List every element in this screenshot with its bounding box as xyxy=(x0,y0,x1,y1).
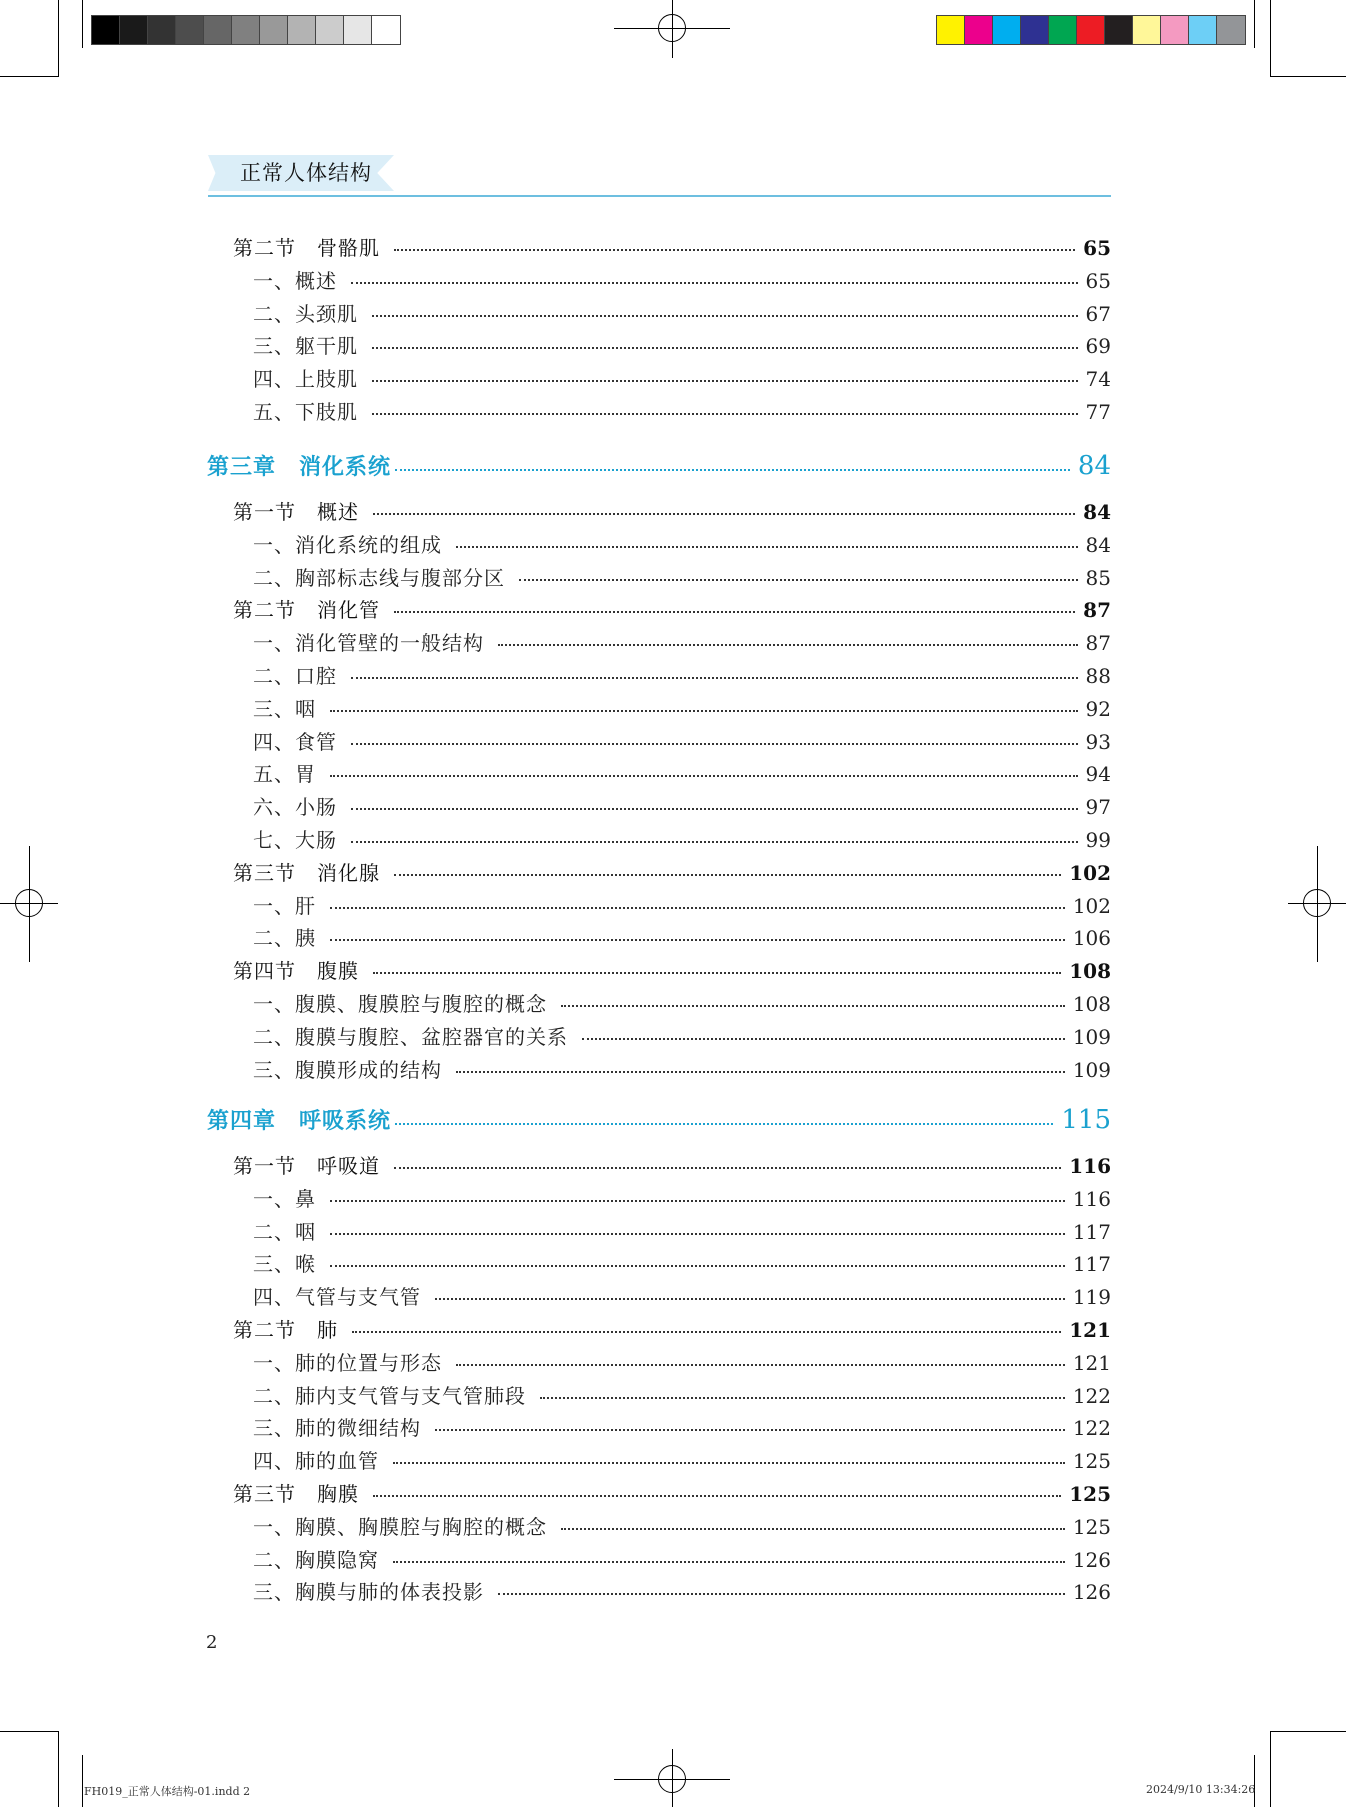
toc-leader-dots xyxy=(372,314,1078,317)
toc-label: 二、咽 xyxy=(253,1220,316,1244)
toc-label: 二、胸部标志线与腹部分区 xyxy=(253,566,505,590)
toc-section xyxy=(233,1314,1111,1343)
toc-leader-dots xyxy=(373,971,1061,974)
toc-label: 二、腹膜与腹腔、盆腔器官的关系 xyxy=(253,1025,568,1049)
toc-leader-dots xyxy=(351,807,1078,810)
toc-leader-dots xyxy=(435,1428,1065,1431)
toc-item xyxy=(253,1216,1111,1245)
calibration-swatch xyxy=(372,16,400,44)
toc-page-number: 121 xyxy=(1072,1351,1111,1375)
toc-label: 第二节 消化管 xyxy=(233,598,380,622)
toc-page-number: 116 xyxy=(1072,1187,1111,1211)
toc-label: 第三节 胸膜 xyxy=(233,1482,359,1506)
calibration-swatch xyxy=(288,16,316,44)
toc-page-number: 67 xyxy=(1085,302,1111,326)
calibration-swatch xyxy=(937,16,965,44)
toc-item xyxy=(253,1248,1111,1277)
toc-leader-dots xyxy=(330,709,1078,712)
grayscale-calibration-bar xyxy=(91,15,401,45)
toc-leader-dots xyxy=(373,512,1075,515)
toc-label: 五、胃 xyxy=(253,762,316,786)
book-title: 正常人体结构 xyxy=(240,161,372,185)
toc-page-number: 122 xyxy=(1072,1416,1111,1440)
toc-leader-dots xyxy=(372,379,1078,382)
toc-leader-dots xyxy=(498,643,1078,646)
toc-label: 一、概述 xyxy=(253,269,337,293)
toc-leader-dots xyxy=(456,1070,1065,1073)
toc-page-number: 109 xyxy=(1072,1058,1111,1082)
toc-section xyxy=(233,857,1111,886)
toc-item xyxy=(253,988,1111,1017)
toc-label: 四、食管 xyxy=(253,730,337,754)
toc-label: 一、肺的位置与形态 xyxy=(253,1351,442,1375)
page-number: 2 xyxy=(206,1632,218,1653)
print-slug-file: FH019_正常人体结构-01.indd 2 xyxy=(84,1785,251,1798)
toc-leader-dots xyxy=(395,1122,1053,1125)
toc-page-number: 84 xyxy=(1085,533,1111,557)
toc-label: 三、腹膜形成的结构 xyxy=(253,1058,442,1082)
toc-item xyxy=(253,529,1111,558)
toc-leader-dots xyxy=(351,742,1078,745)
toc-page-number: 93 xyxy=(1085,730,1111,754)
toc-label: 第四节 腹膜 xyxy=(233,959,359,983)
calibration-swatch xyxy=(1217,16,1245,44)
toc-section xyxy=(233,232,1111,261)
toc-page-number: 108 xyxy=(1072,992,1111,1016)
toc-leader-dots xyxy=(394,873,1061,876)
toc-label: 二、胰 xyxy=(253,926,316,950)
toc-item xyxy=(253,265,1111,294)
toc-label: 第三章 消化系统 xyxy=(207,454,392,480)
toc-leader-dots xyxy=(372,412,1078,415)
toc-page-number: 87 xyxy=(1083,598,1111,622)
toc-page-number: 84 xyxy=(1083,500,1111,524)
toc-label: 三、肺的微细结构 xyxy=(253,1416,421,1440)
toc-page-number: 87 xyxy=(1085,631,1111,655)
toc-leader-dots xyxy=(393,1560,1065,1563)
toc-page-number: 122 xyxy=(1072,1384,1111,1408)
toc-page-number: 126 xyxy=(1072,1548,1111,1572)
toc-item xyxy=(253,1347,1111,1376)
toc-section xyxy=(233,1478,1111,1507)
calibration-swatch xyxy=(92,16,120,44)
toc-page-number: 74 xyxy=(1085,367,1111,391)
header-rule xyxy=(208,195,1111,197)
toc-item xyxy=(253,1412,1111,1441)
toc-page-number: 121 xyxy=(1069,1318,1111,1342)
toc-leader-dots xyxy=(394,1166,1061,1169)
toc-page-number: 126 xyxy=(1072,1580,1111,1604)
calibration-swatch xyxy=(232,16,260,44)
toc-leader-dots xyxy=(330,1199,1065,1202)
registration-mark-right-icon xyxy=(1303,889,1331,917)
toc-leader-dots xyxy=(395,468,1070,471)
toc-leader-dots xyxy=(498,1592,1065,1595)
toc-leader-dots xyxy=(393,1461,1065,1464)
toc-label: 四、肺的血管 xyxy=(253,1449,379,1473)
toc-label: 六、小肠 xyxy=(253,795,337,819)
color-calibration-bar xyxy=(936,15,1246,45)
toc-label: 三、躯干肌 xyxy=(253,334,358,358)
toc-page-number: 102 xyxy=(1069,861,1111,885)
toc-leader-dots xyxy=(561,1527,1065,1530)
toc-item xyxy=(253,1183,1111,1212)
toc-label: 三、胸膜与肺的体表投影 xyxy=(253,1580,484,1604)
toc-page-number: 125 xyxy=(1069,1482,1111,1506)
toc-page-number: 102 xyxy=(1072,894,1111,918)
calibration-swatch xyxy=(993,16,1021,44)
toc-item xyxy=(253,1511,1111,1540)
toc-label: 一、消化管壁的一般结构 xyxy=(253,631,484,655)
toc-item xyxy=(253,1281,1111,1310)
toc-page-number: 116 xyxy=(1069,1154,1111,1178)
toc-page-number: 117 xyxy=(1072,1252,1111,1276)
toc-label: 四、气管与支气管 xyxy=(253,1285,421,1309)
toc-label: 第二节 肺 xyxy=(233,1318,338,1342)
calibration-swatch xyxy=(120,16,148,44)
toc-label: 七、大肠 xyxy=(253,828,337,852)
toc-label: 一、鼻 xyxy=(253,1187,316,1211)
toc-page-number: 97 xyxy=(1085,795,1111,819)
toc-page-number: 108 xyxy=(1069,959,1111,983)
print-slug-date: 2024/9/10 13:34:26 xyxy=(1146,1783,1256,1796)
toc-item xyxy=(253,1380,1111,1409)
toc-leader-dots xyxy=(373,1494,1061,1497)
registration-mark-bottom-icon xyxy=(658,1765,686,1793)
calibration-swatch xyxy=(1049,16,1077,44)
toc-item xyxy=(253,824,1111,853)
toc-label: 二、口腔 xyxy=(253,664,337,688)
toc-item xyxy=(253,726,1111,755)
toc-item xyxy=(253,890,1111,919)
toc-section xyxy=(233,1150,1111,1179)
toc-label: 一、肝 xyxy=(253,894,316,918)
toc-leader-dots xyxy=(456,545,1078,548)
toc-page-number: 69 xyxy=(1085,334,1111,358)
toc-page-number: 106 xyxy=(1072,926,1111,950)
toc-page-number: 125 xyxy=(1072,1515,1111,1539)
toc-section xyxy=(233,955,1111,984)
toc-item xyxy=(253,791,1111,820)
calibration-swatch xyxy=(965,16,993,44)
toc-item xyxy=(253,298,1111,327)
toc-leader-dots xyxy=(561,1004,1065,1007)
toc-item xyxy=(253,627,1111,656)
toc-label: 第四章 呼吸系统 xyxy=(207,1108,392,1134)
toc-page-number: 88 xyxy=(1085,664,1111,688)
toc-leader-dots xyxy=(372,346,1078,349)
calibration-swatch xyxy=(1105,16,1133,44)
toc-leader-dots xyxy=(330,1264,1065,1267)
toc-leader-dots xyxy=(330,906,1065,909)
toc-label: 二、胸膜隐窝 xyxy=(253,1548,379,1572)
toc-page-number: 109 xyxy=(1072,1025,1111,1049)
toc-label: 五、下肢肌 xyxy=(253,400,358,424)
toc-leader-dots xyxy=(352,1330,1061,1333)
toc-leader-dots xyxy=(540,1396,1065,1399)
toc-item xyxy=(253,758,1111,787)
toc-label: 第三节 消化腺 xyxy=(233,861,380,885)
calibration-swatch xyxy=(344,16,372,44)
toc-item xyxy=(253,1021,1111,1050)
toc-label: 一、腹膜、腹膜腔与腹腔的概念 xyxy=(253,992,547,1016)
toc-page-number: 85 xyxy=(1085,566,1111,590)
toc-leader-dots xyxy=(351,281,1078,284)
toc-label: 第一节 概述 xyxy=(233,500,359,524)
toc-leader-dots xyxy=(435,1297,1065,1300)
toc-item xyxy=(253,1054,1111,1083)
calibration-swatch xyxy=(1077,16,1105,44)
toc-page-number: 92 xyxy=(1085,697,1111,721)
toc-item xyxy=(253,922,1111,951)
toc-section xyxy=(233,594,1111,623)
toc-section xyxy=(233,496,1111,525)
toc-page-number: 65 xyxy=(1083,236,1111,260)
toc-page-number: 77 xyxy=(1085,400,1111,424)
toc-leader-dots xyxy=(351,840,1078,843)
toc-leader-dots xyxy=(330,774,1078,777)
toc-item xyxy=(253,363,1111,392)
toc-item xyxy=(253,693,1111,722)
calibration-swatch xyxy=(1133,16,1161,44)
toc-label: 第一节 呼吸道 xyxy=(233,1154,380,1178)
calibration-swatch xyxy=(1189,16,1217,44)
toc-item xyxy=(253,1445,1111,1474)
toc-label: 一、消化系统的组成 xyxy=(253,533,442,557)
toc-label: 三、喉 xyxy=(253,1252,316,1276)
calibration-swatch xyxy=(176,16,204,44)
toc-page-number: 99 xyxy=(1085,828,1111,852)
toc-page-number: 117 xyxy=(1072,1220,1111,1244)
toc-label: 二、肺内支气管与支气管肺段 xyxy=(253,1384,526,1408)
toc-leader-dots xyxy=(394,248,1075,251)
toc-page-number: 94 xyxy=(1085,762,1111,786)
toc-label: 一、胸膜、胸膜腔与胸腔的概念 xyxy=(253,1515,547,1539)
calibration-swatch xyxy=(1161,16,1189,44)
toc-label: 三、咽 xyxy=(253,697,316,721)
calibration-swatch xyxy=(148,16,176,44)
toc-chapter xyxy=(207,450,1111,481)
toc-page-number: 65 xyxy=(1085,269,1111,293)
toc-leader-dots xyxy=(582,1037,1065,1040)
registration-mark-top-icon xyxy=(658,14,686,42)
toc-page-number: 84 xyxy=(1077,451,1111,481)
calibration-swatch xyxy=(1021,16,1049,44)
toc-leader-dots xyxy=(330,938,1065,941)
toc-leader-dots xyxy=(330,1232,1065,1235)
toc-item xyxy=(253,660,1111,689)
toc-label: 四、上肢肌 xyxy=(253,367,358,391)
toc-label: 第二节 骨骼肌 xyxy=(233,236,380,260)
calibration-swatch xyxy=(316,16,344,44)
registration-mark-left-icon xyxy=(15,889,43,917)
toc-label: 二、头颈肌 xyxy=(253,302,358,326)
toc-chapter xyxy=(207,1104,1111,1135)
toc-item xyxy=(253,396,1111,425)
toc-item xyxy=(253,562,1111,591)
toc-page-number: 125 xyxy=(1072,1449,1111,1473)
toc-leader-dots xyxy=(394,610,1075,613)
toc-item xyxy=(253,1544,1111,1573)
toc-leader-dots xyxy=(456,1363,1065,1366)
toc-leader-dots xyxy=(519,578,1078,581)
toc-leader-dots xyxy=(351,676,1078,679)
toc-page-number: 115 xyxy=(1061,1105,1111,1135)
calibration-swatch xyxy=(204,16,232,44)
calibration-swatch xyxy=(260,16,288,44)
toc-item xyxy=(253,330,1111,359)
toc-item xyxy=(253,1576,1111,1605)
toc-page-number: 119 xyxy=(1072,1285,1111,1309)
